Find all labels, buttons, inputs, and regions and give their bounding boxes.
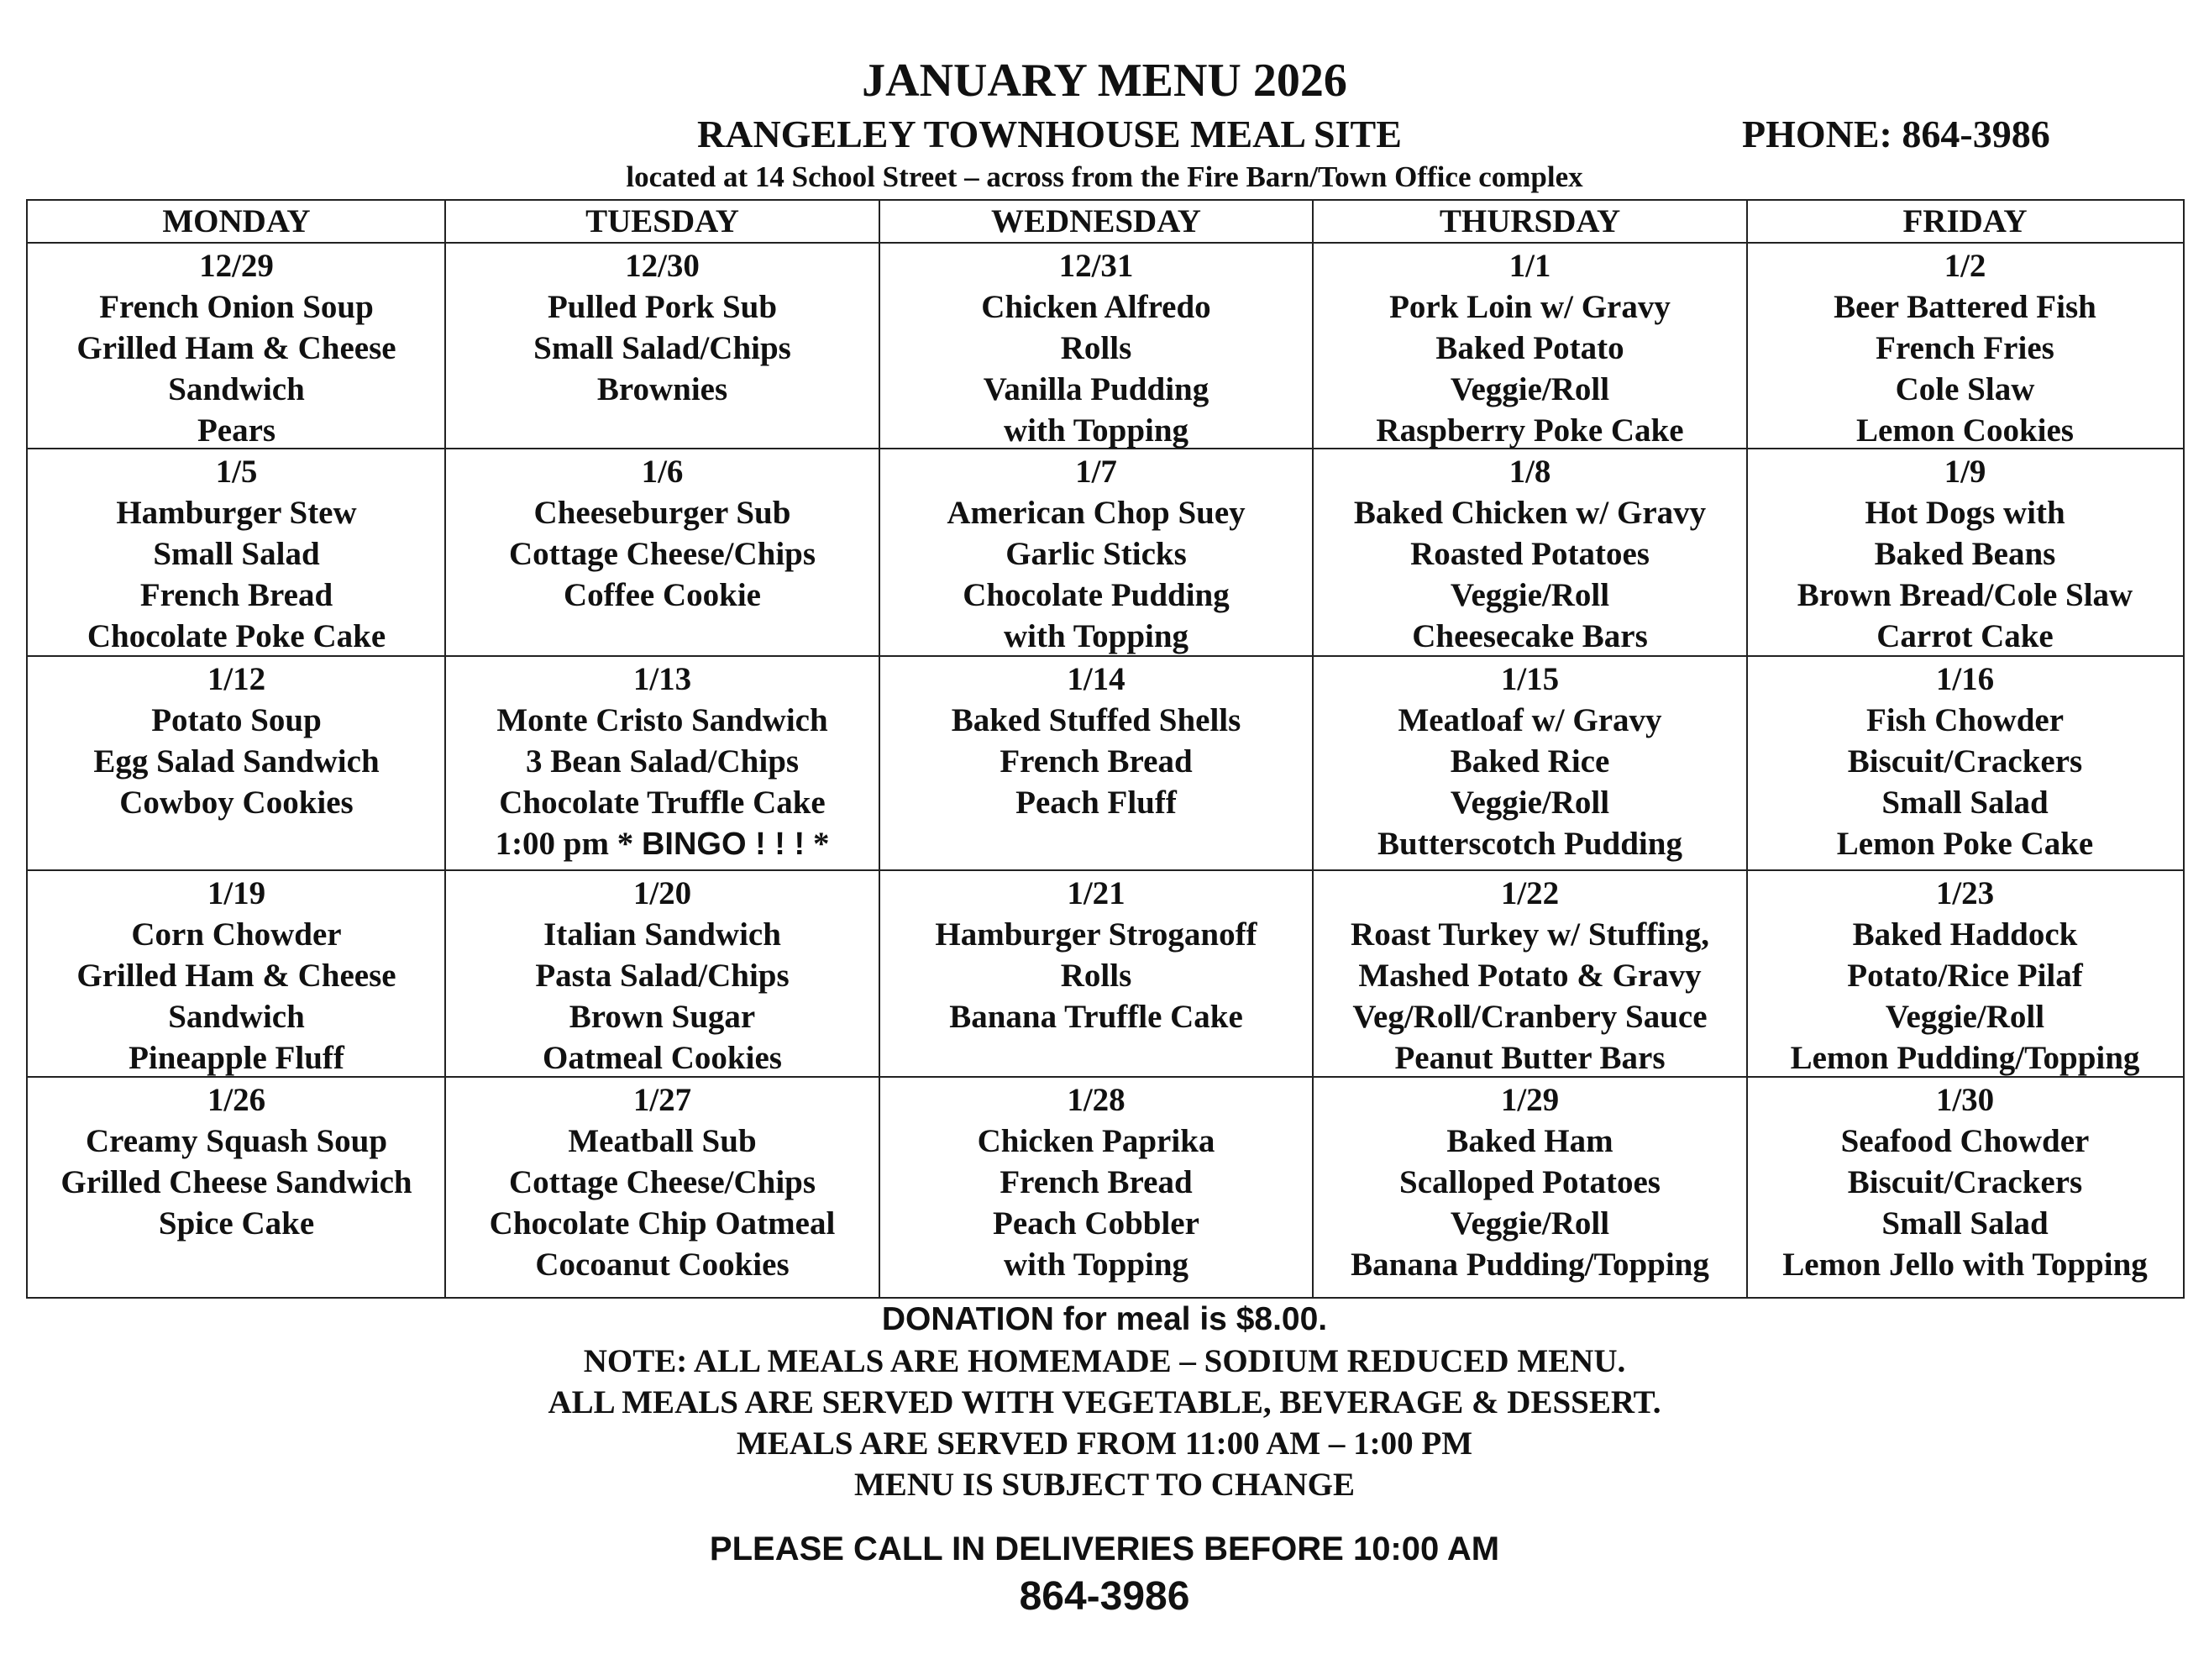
menu-day-cell — [1747, 243, 2183, 449]
menu-item: Baked Rice — [1450, 743, 1610, 780]
menu-item: Pineapple Fluff — [129, 1040, 344, 1076]
menu-item: French Onion Soup — [99, 289, 374, 325]
menu-day-cell — [1313, 870, 1747, 1077]
menu-item: Pork Loin w/ Gravy — [1389, 289, 1671, 325]
menu-item: Grilled Ham & Cheese — [76, 330, 396, 366]
menu-item: Brown Bread/Cole Slaw — [1797, 577, 2133, 613]
menu-day-cell — [445, 243, 879, 449]
menu-item: Lemon Jello with Topping — [1782, 1247, 2148, 1283]
deliveries-note: PLEASE CALL IN DELIVERIES BEFORE 10:00 AM — [709, 1530, 1500, 1567]
menu-item: Veg/Roll/Cranbery Sauce — [1352, 999, 1708, 1035]
menu-item: Veggie/Roll — [1450, 1205, 1610, 1242]
menu-date: 1/8 — [1509, 454, 1551, 490]
menu-date: 1/7 — [1075, 454, 1117, 490]
menu-item: Small Salad — [1881, 1205, 2049, 1242]
event-end: * — [812, 826, 830, 862]
menu-item: Creamy Squash Soup — [85, 1123, 388, 1159]
menu-item: Meatloaf w/ Gravy — [1398, 702, 1662, 738]
menu-item: Hamburger Stroganoff — [935, 916, 1257, 953]
menu-day-cell — [28, 449, 445, 656]
menu-date: 1/15 — [1500, 661, 1560, 697]
note-line: MENU IS SUBJECT TO CHANGE — [854, 1467, 1355, 1503]
menu-day-cell — [879, 656, 1313, 870]
menu-item: with Topping — [1003, 618, 1189, 654]
menu-item: Biscuit/Crackers — [1847, 1164, 2083, 1200]
menu-day-cell — [1313, 243, 1747, 449]
day-header: WEDNESDAY — [991, 203, 1201, 239]
menu-item: Brown Sugar — [569, 999, 756, 1035]
menu-item: Chicken Alfredo — [981, 289, 1211, 325]
menu-item: Grilled Cheese Sandwich — [60, 1164, 412, 1200]
menu-day-cell — [1747, 1077, 2183, 1297]
menu-date: 1/23 — [1935, 875, 1995, 911]
menu-item: Rolls — [1060, 958, 1132, 994]
day-header: TUESDAY — [585, 203, 739, 239]
menu-item: Lemon Pudding/Topping — [1790, 1040, 2140, 1076]
menu-date: 1/22 — [1500, 875, 1560, 911]
site-phone: PHONE: 864-3986 — [1742, 113, 2050, 155]
menu-item: Small Salad — [1881, 785, 2049, 821]
menu-item: Garlic Sticks — [1005, 536, 1187, 572]
menu-item: Cheesecake Bars — [1412, 618, 1648, 654]
menu-date: 12/29 — [199, 248, 274, 284]
menu-item: French Bread — [1000, 1164, 1193, 1200]
menu-date: 1/14 — [1067, 661, 1125, 697]
menu-item: Veggie/Roll — [1885, 999, 2045, 1035]
menu-item: Baked Stuffed Shells — [951, 702, 1241, 738]
menu-day-cell — [879, 449, 1313, 656]
menu-item: Peach Fluff — [1015, 785, 1177, 821]
footer-phone: 864-3986 — [1019, 1574, 1190, 1619]
bingo-label: BINGO ! ! ! — [641, 827, 805, 862]
menu-item: Baked Haddock — [1852, 916, 2078, 953]
menu-day-cell — [28, 870, 445, 1077]
meal-site-name: RANGELEY TOWNHOUSE MEAL SITE — [697, 113, 1402, 155]
menu-item: Carrot Cake — [1876, 618, 2054, 654]
menu-item: Meatball Sub — [568, 1123, 757, 1159]
menu-day-cell — [1313, 449, 1747, 656]
menu-item: Chocolate Poke Cake — [87, 618, 386, 654]
menu-date: 1/1 — [1509, 248, 1551, 284]
note-line: NOTE: ALL MEALS ARE HOMEMADE – SODIUM REDUCED MENU. — [583, 1343, 1626, 1379]
menu-item: Seafood Chowder — [1840, 1123, 2090, 1159]
site-location: located at 14 School Street – across from the Fire Barn/Town Office complex — [626, 160, 1583, 193]
menu-item: Peanut Butter Bars — [1394, 1040, 1666, 1076]
menu-item: Vanilla Pudding — [983, 371, 1209, 407]
menu-item: Baked Beans — [1874, 536, 2056, 572]
menu-date: 1/13 — [632, 661, 692, 697]
menu-item: Veggie/Roll — [1450, 785, 1610, 821]
menu-item: Cottage Cheese/Chips — [508, 1164, 816, 1200]
menu-day-cell — [28, 243, 445, 449]
event-time: 1:00 pm * — [495, 826, 634, 862]
menu-date: 1/12 — [207, 661, 266, 697]
menu-day-cell — [1747, 870, 2183, 1077]
day-header: MONDAY — [162, 203, 311, 239]
menu-item: Roast Turkey w/ Stuffing, — [1351, 916, 1709, 953]
menu-day-cell — [1313, 656, 1747, 870]
menu-item: French Bread — [1000, 743, 1193, 780]
menu-item: Oatmeal Cookies — [543, 1040, 782, 1076]
page-title: JANUARY MENU 2026 — [862, 55, 1347, 107]
menu-item: Potato/Rice Pilaf — [1847, 958, 2083, 994]
menu-item: Corn Chowder — [131, 916, 342, 953]
menu-day-cell — [445, 870, 879, 1077]
menu-date: 1/9 — [1944, 454, 1986, 490]
menu-item: Egg Salad Sandwich — [93, 743, 380, 780]
menu-date: 12/31 — [1058, 248, 1134, 284]
menu-item: Hamburger Stew — [116, 495, 357, 531]
menu-item: Potato Soup — [151, 702, 322, 738]
menu-item: Spice Cake — [158, 1205, 315, 1242]
footer-notes — [0, 1299, 2209, 1505]
menu-date: 1/28 — [1067, 1082, 1125, 1118]
menu-date: 1/29 — [1500, 1082, 1560, 1118]
menu-item: Pears — [197, 412, 276, 449]
menu-item: Mashed Potato & Gravy — [1358, 958, 1702, 994]
menu-date: 1/16 — [1935, 661, 1995, 697]
menu-day-cell — [879, 1077, 1313, 1297]
menu-item: Lemon Poke Cake — [1836, 826, 2094, 862]
menu-item: French Fries — [1876, 330, 2054, 366]
menu-item: Monte Cristo Sandwich — [496, 702, 828, 738]
menu-item: Sandwich — [168, 999, 305, 1035]
menu-date: 1/30 — [1935, 1082, 1995, 1118]
menu-item: Cocoanut Cookies — [535, 1247, 790, 1283]
menu-item: Chocolate Chip Oatmeal — [489, 1205, 836, 1242]
menu-item: Raspberry Poke Cake — [1376, 412, 1684, 449]
menu-day-cell — [1747, 656, 2183, 870]
menu-date: 1/2 — [1944, 248, 1986, 284]
menu-item: American Chop Suey — [947, 495, 1246, 531]
menu-item: Cheeseburger Sub — [533, 495, 791, 531]
menu-item: Brownies — [596, 371, 728, 407]
menu-date: 1/19 — [207, 875, 266, 911]
menu-date: 1/20 — [632, 875, 692, 911]
menu-day-cell — [1313, 1077, 1747, 1297]
menu-item: Coffee Cookie — [563, 577, 761, 613]
menu-item: 3 Bean Salad/Chips — [525, 743, 800, 780]
menu-item: Sandwich — [168, 371, 305, 407]
menu-item: Banana Pudding/Topping — [1351, 1247, 1709, 1283]
menu-item: Peach Cobbler — [993, 1205, 1199, 1242]
menu-item: Baked Ham — [1446, 1123, 1613, 1159]
menu-item: Biscuit/Crackers — [1847, 743, 2083, 780]
menu-date: 1/26 — [207, 1082, 266, 1118]
day-header: THURSDAY — [1439, 203, 1621, 239]
menu-day-cell — [445, 656, 879, 870]
menu-day-cell — [1747, 449, 2183, 656]
menu-item: Pasta Salad/Chips — [535, 958, 790, 994]
event-line — [445, 823, 879, 865]
menu-item: with Topping — [1003, 412, 1189, 449]
note-line: MEALS ARE SERVED FROM 11:00 AM – 1:00 PM — [736, 1425, 1473, 1462]
menu-item: Rolls — [1060, 330, 1132, 366]
menu-item: Chocolate Truffle Cake — [499, 785, 826, 821]
menu-calendar — [26, 199, 2185, 1299]
menu-date: 1/21 — [1067, 875, 1125, 911]
menu-item: Cole Slaw — [1895, 371, 2035, 407]
menu-date: 12/30 — [625, 248, 700, 284]
menu-item: with Topping — [1003, 1247, 1189, 1283]
menu-item: Veggie/Roll — [1450, 577, 1610, 613]
day-header: FRIDAY — [1902, 203, 2028, 239]
menu-day-cell — [28, 656, 445, 870]
menu-item: Butterscotch Pudding — [1377, 826, 1682, 862]
menu-item: Baked Chicken w/ Gravy — [1353, 495, 1707, 531]
menu-item: Baked Potato — [1435, 330, 1624, 366]
menu-day-cell — [879, 870, 1313, 1077]
menu-date: 1/27 — [632, 1082, 692, 1118]
menu-item: Roasted Potatoes — [1410, 536, 1650, 572]
note-line: ALL MEALS ARE SERVED WITH VEGETABLE, BEVERAGE & DESSERT. — [548, 1384, 1661, 1420]
donation-note: DONATION for meal is $8.00. — [881, 1301, 1328, 1337]
menu-day-cell — [445, 449, 879, 656]
menu-item: Lemon Cookies — [1856, 412, 2074, 449]
menu-item: French Bread — [139, 577, 333, 613]
menu-item: Chocolate Pudding — [963, 577, 1230, 613]
menu-item: Hot Dogs with — [1865, 495, 2065, 531]
menu-item: Banana Truffle Cake — [949, 999, 1243, 1035]
menu-item: Veggie/Roll — [1450, 371, 1610, 407]
menu-day-cell — [445, 1077, 879, 1297]
menu-item: Fish Chowder — [1865, 702, 2065, 738]
menu-item: Grilled Ham & Cheese — [76, 958, 396, 994]
menu-item: Small Salad/Chips — [533, 330, 791, 366]
menu-item: Italian Sandwich — [543, 916, 781, 953]
menu-item: Small Salad — [153, 536, 320, 572]
menu-item: Scalloped Potatoes — [1399, 1164, 1661, 1200]
menu-item: Cowboy Cookies — [119, 785, 354, 821]
menu-date: 1/6 — [641, 454, 684, 490]
menu-item: Beer Battered Fish — [1834, 289, 2096, 325]
menu-item: Cottage Cheese/Chips — [508, 536, 816, 572]
menu-day-cell — [879, 243, 1313, 449]
menu-date: 1/5 — [215, 454, 258, 490]
menu-item: Pulled Pork Sub — [547, 289, 778, 325]
menu-item: Chicken Paprika — [977, 1123, 1215, 1159]
menu-day-cell — [28, 1077, 445, 1297]
